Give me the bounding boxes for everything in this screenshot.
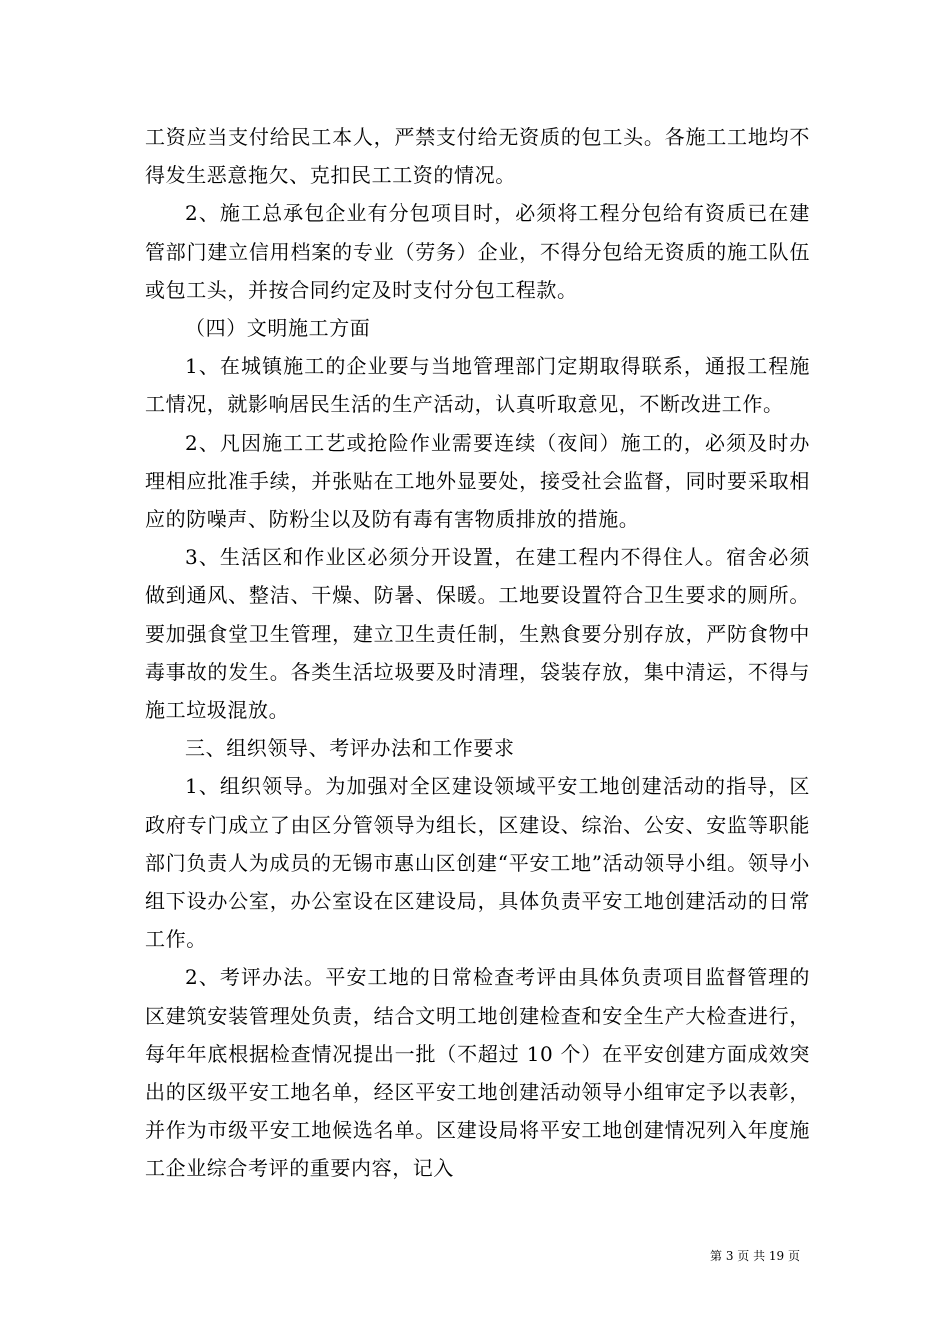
paragraph-4: 2、凡因施工工艺或抢险作业需要连续（夜间）施工的，必须及时办理相应批准手续，并张贴在工地外显要处，接受社会监督，同时要采取相应的防噪声、防粉尘以及防有毒有害物质排放的措施。 bbox=[145, 430, 810, 532]
paragraph-7: 2、考评办法。平安工地的日常检查考评由具体负责项目监督管理的区建筑安装管理处负责，结合文明工地创建检查和安全生产大检查进行，每年年底根据检查情况提出一批（不超过 10 个）在平安创建方面成效突出的区级平安工地名单，经区平安工地创建活动领导小组审定予以表彰，并作为市级平安工地候选名单。区建设局将平安工地创建情况列入年度施工企业综合考评的重要内容，记入 bbox=[145, 965, 810, 1181]
paragraph-6: 1、组织领导。为加强对全区建设领域平安工地创建活动的指导，区政府专门成立了由区分管领导为组长，区建设、综治、公安、安监等职能部门负责人为成员的无锡市惠山区创建“平安工地”活动领导小组。领导小组下设办公室，办公室设在区建设局，具体负责平安工地创建活动的日常工作。 bbox=[145, 774, 810, 952]
paragraph-2: 2、施工总承包企业有分包项目时，必须将工程分包给有资质已在建管部门建立信用档案的专业（劳务）企业，不得分包给无资质的施工队伍或包工头，并按合同约定及时支付分包工程款。 bbox=[145, 201, 810, 302]
paragraph-3: 1、在城镇施工的企业要与当地管理部门定期取得联系，通报工程施工情况，就影响居民生活的生产活动，认真听取意见，不断改进工作。 bbox=[145, 354, 810, 417]
section-heading-organization: 三、组织领导、考评办法和工作要求 bbox=[185, 736, 515, 761]
paragraph-5: 3、生活区和作业区必须分开设置，在建工程内不得住人。宿舍必须做到通风、整洁、干燥、防暑、保暖。工地要设置符合卫生要求的厕所。要加强食堂卫生管理，建立卫生责任制，生熟食要分别存放，严防食物中毒事故的发生。各类生活垃圾要及时清理，袋装存放，集中清运，不得与施工垃圾混放。 bbox=[145, 545, 810, 723]
paragraph-1: 工资应当支付给民工本人，严禁支付给无资质的包工头。各施工工地均不得发生恶意拖欠、克扣民工工资的情况。 bbox=[145, 125, 810, 188]
page-number: 第 3 页 共 19 页 bbox=[710, 1249, 800, 1263]
section-heading-civilized-construction: （四）文明施工方面 bbox=[185, 316, 371, 341]
body-text bbox=[145, 118, 810, 1188]
